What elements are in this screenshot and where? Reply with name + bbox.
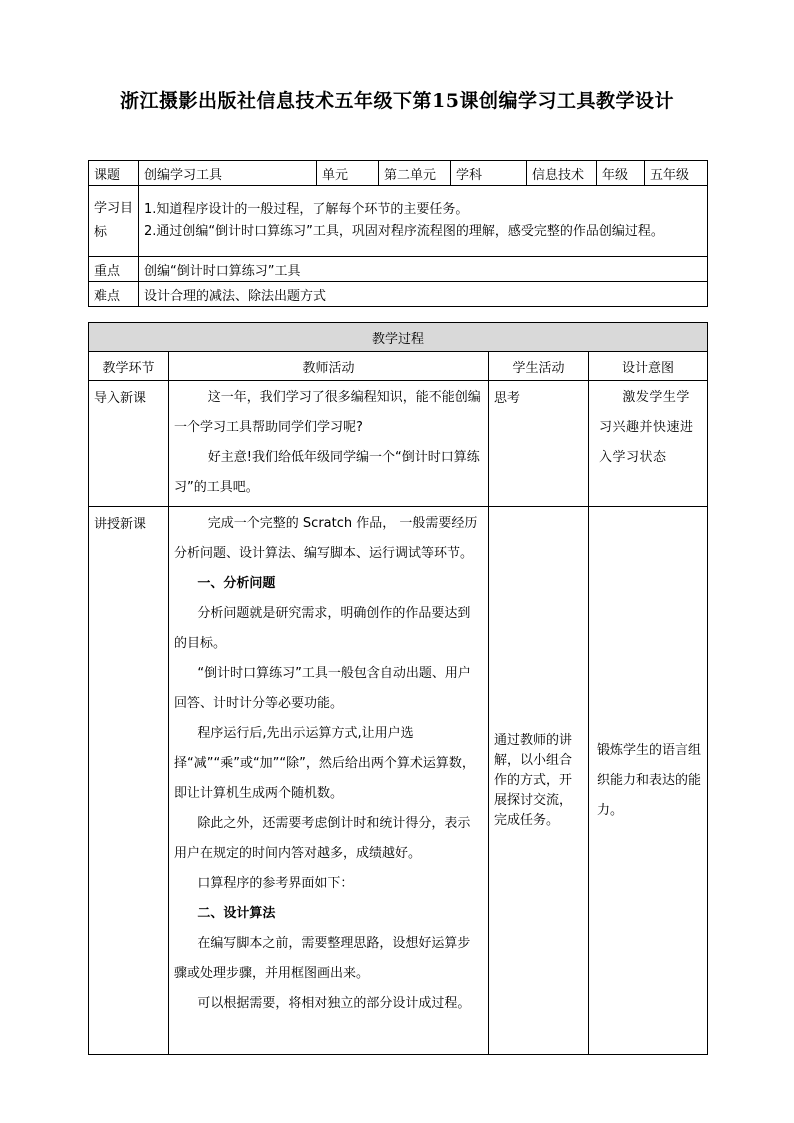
teacher-lecture-p1: 完成一个完整的 Scratch 作品， 一般需要经历分析问题、设计算法、编写脚本、运行调试等环节。 xyxy=(174,516,478,561)
header-phase: 教学环节 xyxy=(89,352,169,381)
teacher-lecture-p8: 可以根据需要，将相对独立的部分设计成过程。 xyxy=(197,996,471,1011)
difficulty-label: 难点 xyxy=(89,282,139,307)
lesson-info-table xyxy=(88,160,708,307)
key-row xyxy=(89,257,708,282)
goals-label xyxy=(89,186,139,257)
process-header-row xyxy=(89,352,708,381)
design-intro-text: 激发学生学习兴趣并快速进入学习状态 xyxy=(599,390,694,465)
teacher-lecture-p6: 口算程序的参考界面如下： xyxy=(197,876,354,891)
grade-value: 五年级 xyxy=(645,161,708,186)
key-label: 重点 xyxy=(89,257,139,282)
teacher-lecture xyxy=(169,507,489,1055)
goals-content xyxy=(139,186,708,257)
header-teacher: 教师活动 xyxy=(169,352,489,381)
info-row xyxy=(89,161,708,186)
process-row-lecture xyxy=(89,507,708,1055)
key-content: 创编“倒计时口算练习”工具 xyxy=(139,257,708,282)
teacher-lecture-p3: “倒计时口算练习”工具一般包含自动出题、用户回答、计时计分等必要功能。 xyxy=(174,666,471,711)
grade-label: 年级 xyxy=(597,161,645,186)
header-design: 设计意图 xyxy=(589,352,708,381)
phase-lecture: 讲授新课 xyxy=(89,507,169,1055)
lesson-label: 课题 xyxy=(89,161,139,186)
teacher-intro-p2: 好主意!我们给低年级同学编一个“倒计时口算练习”的工具吧。 xyxy=(174,450,480,495)
design-intro xyxy=(589,381,708,507)
student-intro: 思考 xyxy=(489,381,589,507)
teacher-lecture-p4: 程序运行后,先出示运算方式,让用户选择“减”“乘”或“加”“除”，然后给出两个算术运算数，即让计算机生成两个随机数。 xyxy=(174,726,475,801)
process-table xyxy=(88,322,708,1055)
goal-item-2: 2.通过创编“倒计时口算练习”工具，巩固对程序流程图的理解，感受完整的作品创编过程。 xyxy=(144,224,664,239)
unit-value: 第二单元 xyxy=(379,161,451,186)
difficulty-row xyxy=(89,282,708,307)
teacher-lecture-heading-2: 二、设计算法 xyxy=(197,906,276,921)
process-row-intro xyxy=(89,381,708,507)
page-title: 浙江摄影出版社信息技术五年级下第15课创编学习工具教学设计 xyxy=(120,90,674,112)
goals-row xyxy=(89,186,708,257)
student-lecture: 通过教师的讲解，以小组合作的方式，开展探讨交流，完成任务。 xyxy=(489,507,589,1055)
goal-item-1: 1.知道程序设计的一般过程，了解每个环节的主要任务。 xyxy=(144,202,469,217)
process-title: 教学过程 xyxy=(89,323,708,352)
design-lecture-text: 锻炼学生的语言组织能力和表达的能力。 xyxy=(597,742,702,818)
teacher-lecture-heading-1: 一、分析问题 xyxy=(197,576,276,591)
phase-intro: 导入新课 xyxy=(89,381,169,507)
goals-label-text: 学习目标 xyxy=(94,201,134,240)
header-student: 学生活动 xyxy=(489,352,589,381)
teacher-lecture-p7: 在编写脚本之前，需要整理思路，设想好运算步骤或处理步骤，并用框图画出来。 xyxy=(174,936,471,981)
teacher-lecture-p2: 分析问题就是研究需求，明确创作的作品要达到的目标。 xyxy=(174,606,471,651)
design-lecture xyxy=(589,507,708,1055)
subject-label: 学科 xyxy=(451,161,527,186)
teacher-intro xyxy=(169,381,489,507)
teacher-intro-p1: 这一年，我们学习了很多编程知识，能不能创编一个学习工具帮助同学们学习呢? xyxy=(174,390,481,435)
unit-label: 单元 xyxy=(317,161,379,186)
difficulty-content: 设计合理的减法、除法出题方式 xyxy=(139,282,708,307)
process-title-row xyxy=(89,323,708,352)
subject-value: 信息技术 xyxy=(527,161,597,186)
lesson-value: 创编学习工具 xyxy=(139,161,317,186)
teacher-lecture-p5: 除此之外，还需要考虑倒计时和统计得分，表示用户在规定的时间内答对越多，成绩越好。 xyxy=(174,816,471,861)
